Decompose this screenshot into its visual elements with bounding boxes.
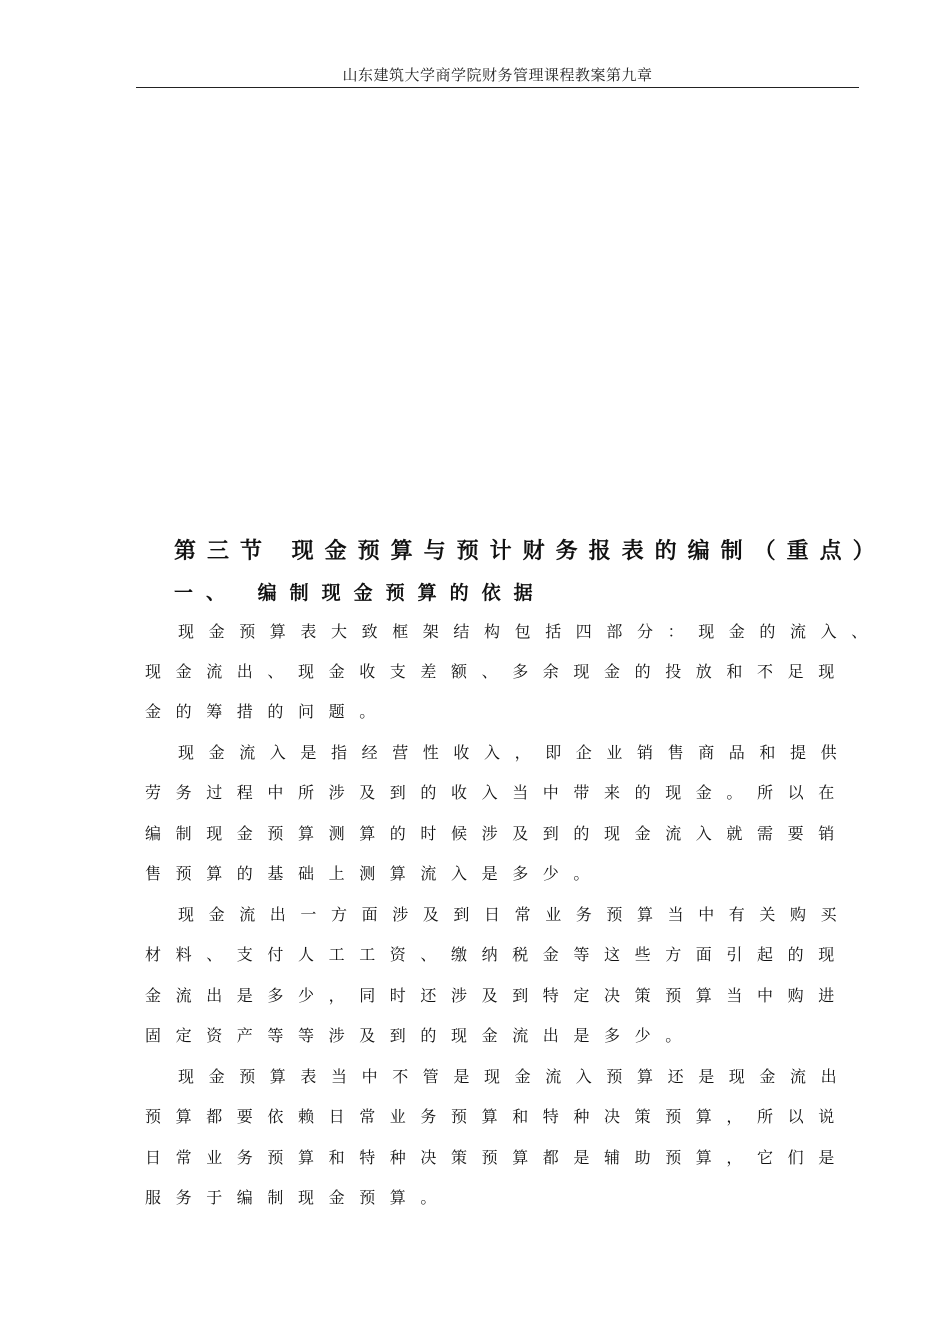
paragraph-line: 现金预算表当中不管是现金流入预算还是现金流出 <box>178 1067 852 1086</box>
paragraph-line: 劳务过程中所涉及到的收入当中带来的现金。所以在 <box>145 783 849 802</box>
subsection-title: 一、 编制现金预算的依据 <box>174 582 546 604</box>
paragraph-line: 金流出是多少，同时还涉及到特定决策预算当中购进 <box>145 986 849 1005</box>
paragraph-line: 固定资产等等涉及到的现金流出是多少。 <box>145 1026 696 1045</box>
section-title: 第三节 现金预算与预计财务报表的编制（重点） <box>174 539 886 564</box>
paragraph-line: 日常业务预算和特种决策预算都是辅助预算，它们是 <box>145 1148 849 1167</box>
paragraph-line: 编制现金预算测算的时候涉及到的现金流入就需要销 <box>145 824 849 843</box>
paragraph-line: 售预算的基础上测算流入是多少。 <box>145 864 605 883</box>
paragraph-line: 现金预算表大致框架结构包括四部分：现金的流入、 <box>178 622 882 641</box>
paragraph-line: 现金流出、现金收支差额、多余现金的投放和不足现 <box>145 662 849 681</box>
paragraph-line: 金的筹措的问题。 <box>145 702 390 721</box>
paragraph-line: 现金流出一方面涉及到日常业务预算当中有关购买 <box>178 905 852 924</box>
paragraph-line: 预算都要依赖日常业务预算和特种决策预算，所以说 <box>145 1107 849 1126</box>
paragraph-line: 现金流入是指经营性收入，即企业销售商品和提供 <box>178 743 852 762</box>
paragraph-line: 材料、支付人工工资、缴纳税金等这些方面引起的现 <box>145 945 849 964</box>
page-header: 山东建筑大学商学院财务管理课程教案第九章 <box>136 66 859 88</box>
paragraph-line: 服务于编制现金预算。 <box>145 1188 452 1207</box>
